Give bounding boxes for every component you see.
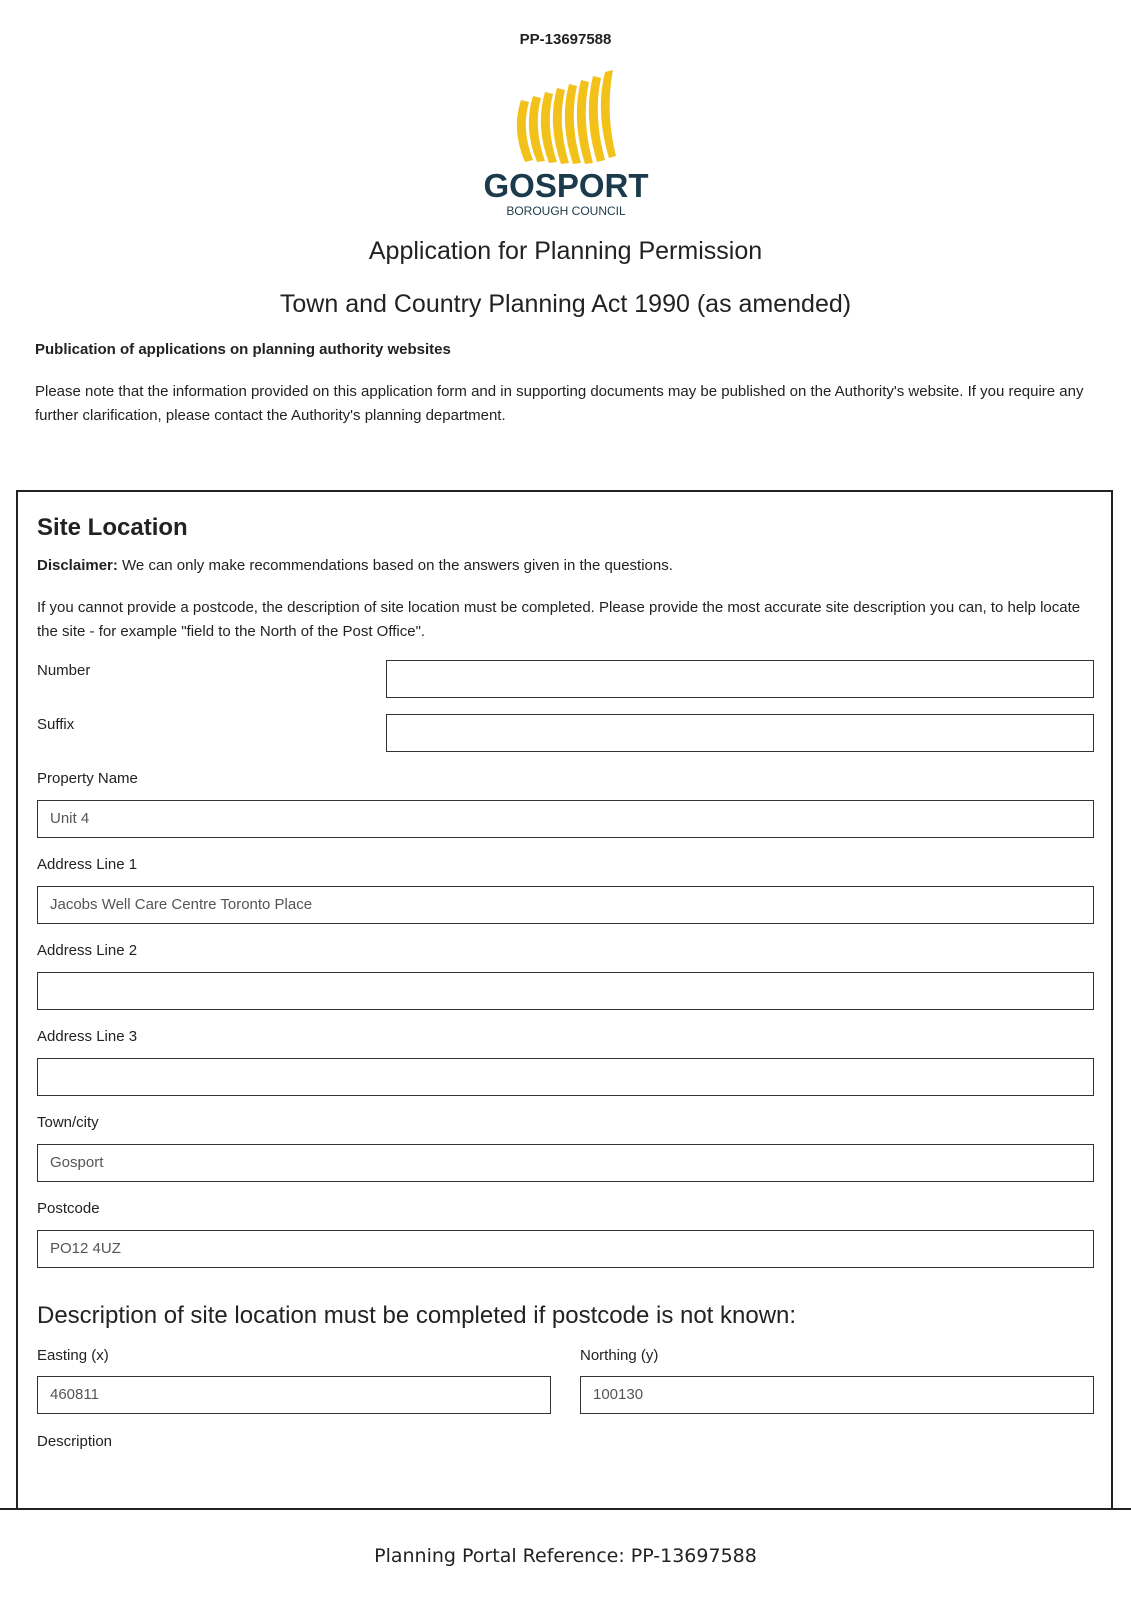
address-line-3-label: Address Line 3 <box>37 1028 138 1045</box>
logo-name: GOSPORT <box>482 167 649 204</box>
disclaimer-label: Disclaimer: <box>37 557 118 574</box>
postcode-field[interactable]: PO12 4UZ <box>37 1230 1094 1268</box>
document-title: Application for Planning Permission <box>368 237 763 265</box>
publication-heading: Publication of applications on planning authority websites <box>35 341 451 358</box>
footer-reference: Planning Portal Reference: PP-13697588 <box>374 1545 757 1567</box>
description-heading: Description of site location must be completed if postcode is not known: <box>37 1302 797 1329</box>
logo-subtitle: BOROUGH COUNCIL <box>505 204 626 218</box>
postcode-label: Postcode <box>37 1200 100 1217</box>
document-subtitle: Town and Country Planning Act 1990 (as amended) <box>279 290 852 318</box>
northing-label: Northing (y) <box>580 1347 659 1364</box>
site-location-help-text: If you cannot provide a postcode, the description of site location must be completed. Please provide the most accurate site description you can, to help locate the site - for example "field to the North of the Post Office". <box>37 599 1081 640</box>
property-name-label: Property Name <box>37 770 138 787</box>
number-field[interactable] <box>386 660 1094 698</box>
northing-field[interactable]: 100130 <box>580 1376 1094 1414</box>
council-logo <box>0 68 1131 228</box>
address-line-2-field[interactable] <box>37 972 1094 1010</box>
address-line-1-label: Address Line 1 <box>37 856 138 873</box>
address-line-1-field[interactable]: Jacobs Well Care Centre Toronto Place <box>37 886 1094 924</box>
suffix-label: Suffix <box>37 716 75 733</box>
town-city-field[interactable]: Gosport <box>37 1144 1094 1182</box>
address-line-2-label: Address Line 2 <box>37 942 138 959</box>
description-label: Description <box>37 1433 113 1450</box>
number-label: Number <box>37 662 91 679</box>
footer-divider <box>0 1508 1131 1510</box>
publication-text: Please note that the information provided on this application form and in supporting documents may be published on the Authority's website. If you require any further clarification, please contact the Authority's planning department. <box>35 383 1084 424</box>
disclaimer-text: We can only make recommendations based on the answers given in the questions. <box>117 557 673 574</box>
reference-number-top: PP-13697588 <box>519 31 612 48</box>
address-line-3-field[interactable] <box>37 1058 1094 1096</box>
property-name-field[interactable]: Unit 4 <box>37 800 1094 838</box>
site-location-heading: Site Location <box>37 514 188 541</box>
town-city-label: Town/city <box>37 1114 99 1131</box>
gosport-logo-icon <box>481 68 651 228</box>
disclaimer <box>37 557 673 574</box>
easting-field[interactable]: 460811 <box>37 1376 551 1414</box>
suffix-field[interactable] <box>386 714 1094 752</box>
easting-label: Easting (x) <box>37 1347 109 1364</box>
